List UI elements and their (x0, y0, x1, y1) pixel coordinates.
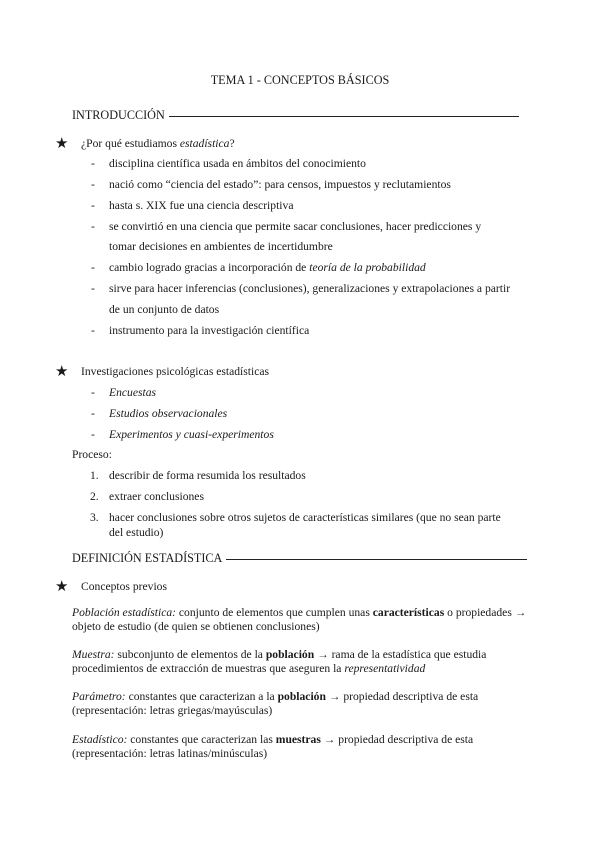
dash-bullet: - (91, 282, 95, 295)
definition-poblacion: Población estadística: conjunto de elementos que cumplen unas características o propiedades → objeto de estudio (de quien se obtienen conclusiones) (72, 606, 527, 634)
step-text: describir de forma resumida los resultados (109, 469, 306, 482)
dash-bullet: - (91, 324, 95, 337)
section-rule (226, 559, 527, 560)
dash-bullet: - (91, 261, 95, 274)
list-item: instrumento para la investigación científica (109, 324, 310, 337)
list-item: cambio logrado gracias a incorporación de teoría de la probabilidad (109, 261, 426, 274)
step-text: extraer conclusiones (109, 490, 204, 503)
question-heading: ¿Por qué estudiamos estadística? (81, 137, 235, 150)
list-item: disciplina científica usada en ámbitos del conocimiento (109, 157, 366, 170)
dash-bullet: - (91, 199, 95, 212)
list-item: Estudios observacionales (109, 407, 228, 420)
dash-bullet: - (91, 220, 95, 233)
step-number: 1. (90, 469, 99, 482)
investigaciones-heading: Investigaciones psicológicas estadísticas (81, 365, 270, 378)
star-bullet-icon: ★ (55, 134, 69, 152)
section-rule (169, 116, 519, 117)
page-title: TEMA 1 - CONCEPTOS BÁSICOS (210, 73, 390, 87)
step-text-continuation: del estudio) (109, 526, 164, 539)
section-heading-definicion: DEFINICIÓN ESTADÍSTICA (72, 551, 223, 565)
step-text: hacer conclusiones sobre otros sujetos de características similares (que no sean parte (109, 511, 501, 524)
dash-bullet: - (91, 157, 95, 170)
list-item: se convirtió en una ciencia que permite sacar conclusiones, hacer predicciones y (109, 220, 482, 233)
definition-parametro: Parámetro: constantes que caracterizan a la población → propiedad descriptiva de esta (representación: letras griegas/mayúsculas) (72, 690, 479, 718)
list-item-continuation: tomar decisiones en ambientes de incertidumbre (109, 240, 333, 253)
list-item: Experimentos y cuasi-experimentos (109, 428, 274, 441)
dash-bullet: - (91, 407, 95, 420)
proceso-label: Proceso: (72, 448, 112, 461)
conceptos-heading: Conceptos previos (81, 580, 167, 593)
list-item: nació como “ciencia del estado”: para censos, impuestos y reclutamientos (109, 178, 451, 191)
dash-bullet: - (91, 386, 95, 399)
dash-bullet: - (91, 428, 95, 441)
list-item: Encuestas (109, 386, 157, 399)
step-number: 2. (90, 490, 99, 503)
list-item-continuation: de un conjunto de datos (109, 303, 220, 316)
star-bullet-icon: ★ (55, 362, 69, 380)
step-number: 3. (90, 511, 99, 524)
list-item: sirve para hacer inferencias (conclusiones), generalizaciones y extrapolaciones a partir (109, 282, 511, 295)
definition-estadistico: Estadístico: constantes que caracterizan las muestras → propiedad descriptiva de esta (representación: letras latinas/minúsculas) (72, 733, 474, 761)
star-bullet-icon: ★ (55, 577, 69, 595)
dash-bullet: - (91, 178, 95, 191)
definition-muestra: Muestra: subconjunto de elementos de la población → rama de la estadística que estudia procedimientos de extracción de muestras que aseguren la representatividad (72, 648, 487, 676)
section-heading-introduccion: INTRODUCCIÓN (72, 108, 165, 122)
list-item: hasta s. XIX fue una ciencia descriptiva (109, 199, 294, 212)
